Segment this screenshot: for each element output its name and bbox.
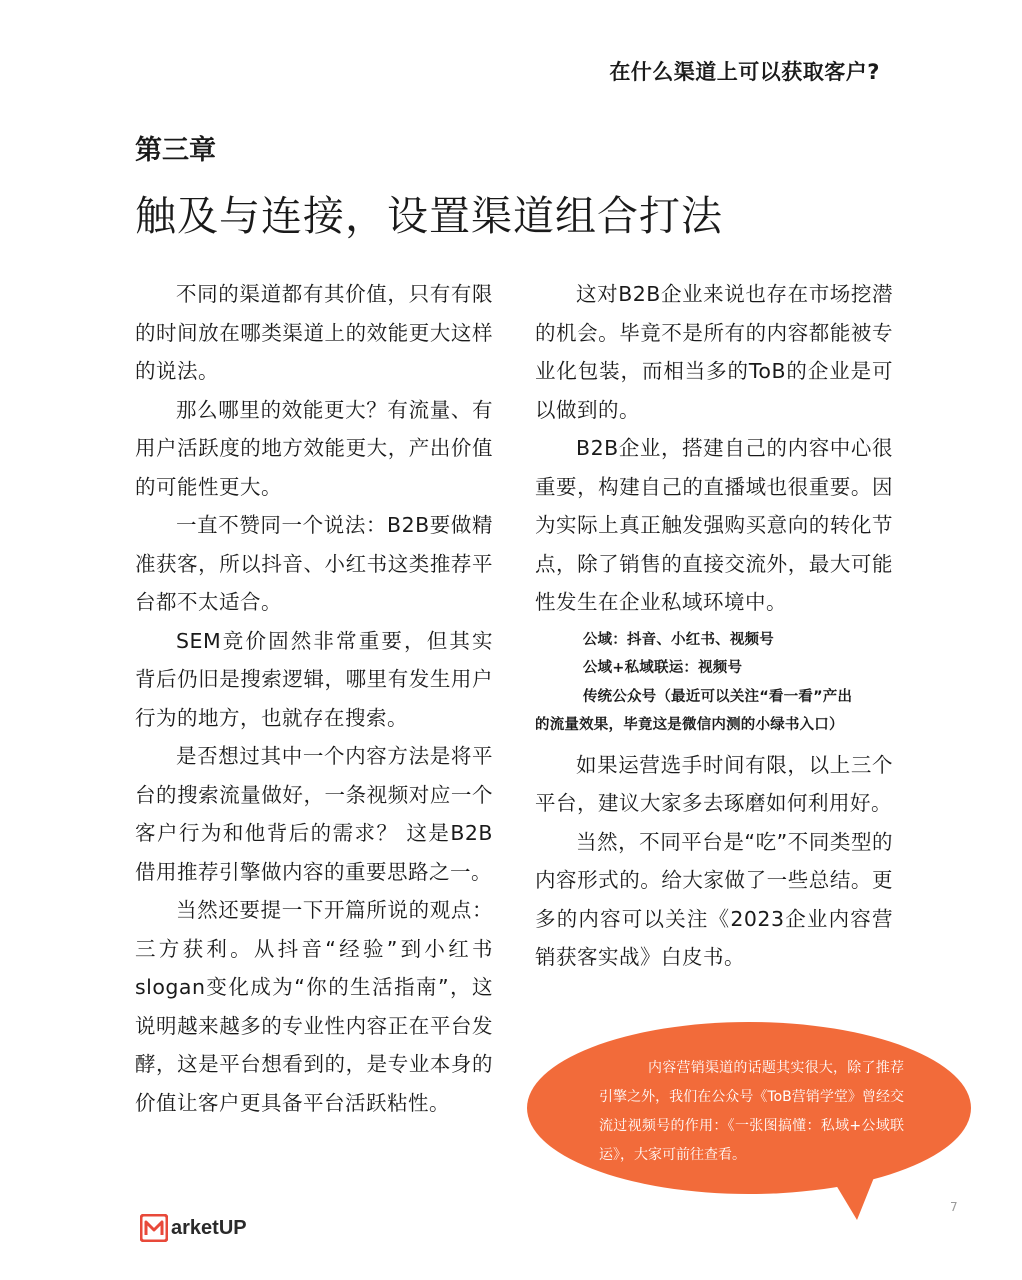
paragraph: SEM竞价固然非常重要，但其实背后仍旧是搜索逻辑，哪里有发生用户行为的地方，也就存在搜索。 — [135, 628, 493, 730]
chapter-title: 触及与连接，设置渠道组合打法 — [135, 192, 723, 240]
header-title: 在什么渠道上可以获取客户? — [609, 60, 880, 84]
paragraph: 一直不赞同一个说法：B2B要做精准获客，所以抖音、小红书这类推荐平台都不太适合。 — [135, 513, 493, 614]
right-column — [535, 275, 893, 977]
channel-list-item: 公域+私域联运：视频号 — [582, 660, 743, 676]
logo-text: arketUP — [171, 1216, 247, 1239]
left-column — [135, 275, 493, 1122]
paragraph: B2B企业，搭建自己的内容中心很重要，构建自己的直播域也很重要。因为实际上真正触发强购买意向的转化节点，除了销售的直接交流外，最大可能性发生在企业私域环境中。 — [535, 436, 893, 614]
channel-list-item: 公域：抖音、小红书、视频号 — [582, 631, 774, 648]
paragraph: 那么哪里的效能更大？有流量、有用户活跃度的地方效能更大，产出价值的可能性更大。 — [135, 397, 493, 499]
channel-list-item-continued: 的流量效果，毕竟这是微信内测的小绿书入口） — [535, 717, 844, 733]
paragraph: 是否想过其中一个内容方法是将平台的搜索流量做好，一条视频对应一个客户行为和他背后的需求？ 这是B2B借用推荐引擎做内容的重要思路之一。 — [135, 744, 493, 884]
paragraph: 当然还要提一下开篇所说的观点：三方获利。从抖音“经验”到小红书slogan变化成为“你的生活指南”，这说明越来越多的专业性内容正在平台发酵，这是平台想看到的，是专业本身的价值让客户更具备平台活跃粘性。 — [135, 898, 493, 1115]
paragraph: 如果运营选手时间有限，以上三个平台，建议大家多去琢磨如何利用好。 — [535, 752, 893, 815]
paragraph: 不同的渠道都有其价值，只有有限的时间放在哪类渠道上的效能更大这样的说法。 — [135, 282, 493, 383]
paragraph: 这对B2B企业来说也存在市场挖潜的机会。毕竟不是所有的内容都能被专业化包装，而相当多的ToB的企业是可以做到的。 — [535, 282, 893, 422]
marketup-logo — [140, 1213, 247, 1243]
chapter-label: 第三章 — [135, 135, 216, 166]
channel-list — [535, 626, 893, 740]
channel-list-item: 传统公众号（最近可以关注“看一看”产出 — [582, 688, 853, 705]
callout-bubble — [527, 1020, 972, 1220]
marketup-m-logo-icon — [140, 1214, 168, 1242]
paragraph: 当然，不同平台是“吃”不同类型的内容形式的。给大家做了一些总结。更多的内容可以关注《2023企业内容营销获客实战》白皮书。 — [535, 829, 893, 969]
callout-text: 内容营销渠道的话题其实很大，除了推荐引擎之外，我们在公众号《ToB营销学堂》曾经交流过视频号的作用：《一张图搞懂：私域+公域联运》，大家可前往查看。 — [599, 1060, 904, 1163]
page-number: 7 — [950, 1200, 958, 1214]
